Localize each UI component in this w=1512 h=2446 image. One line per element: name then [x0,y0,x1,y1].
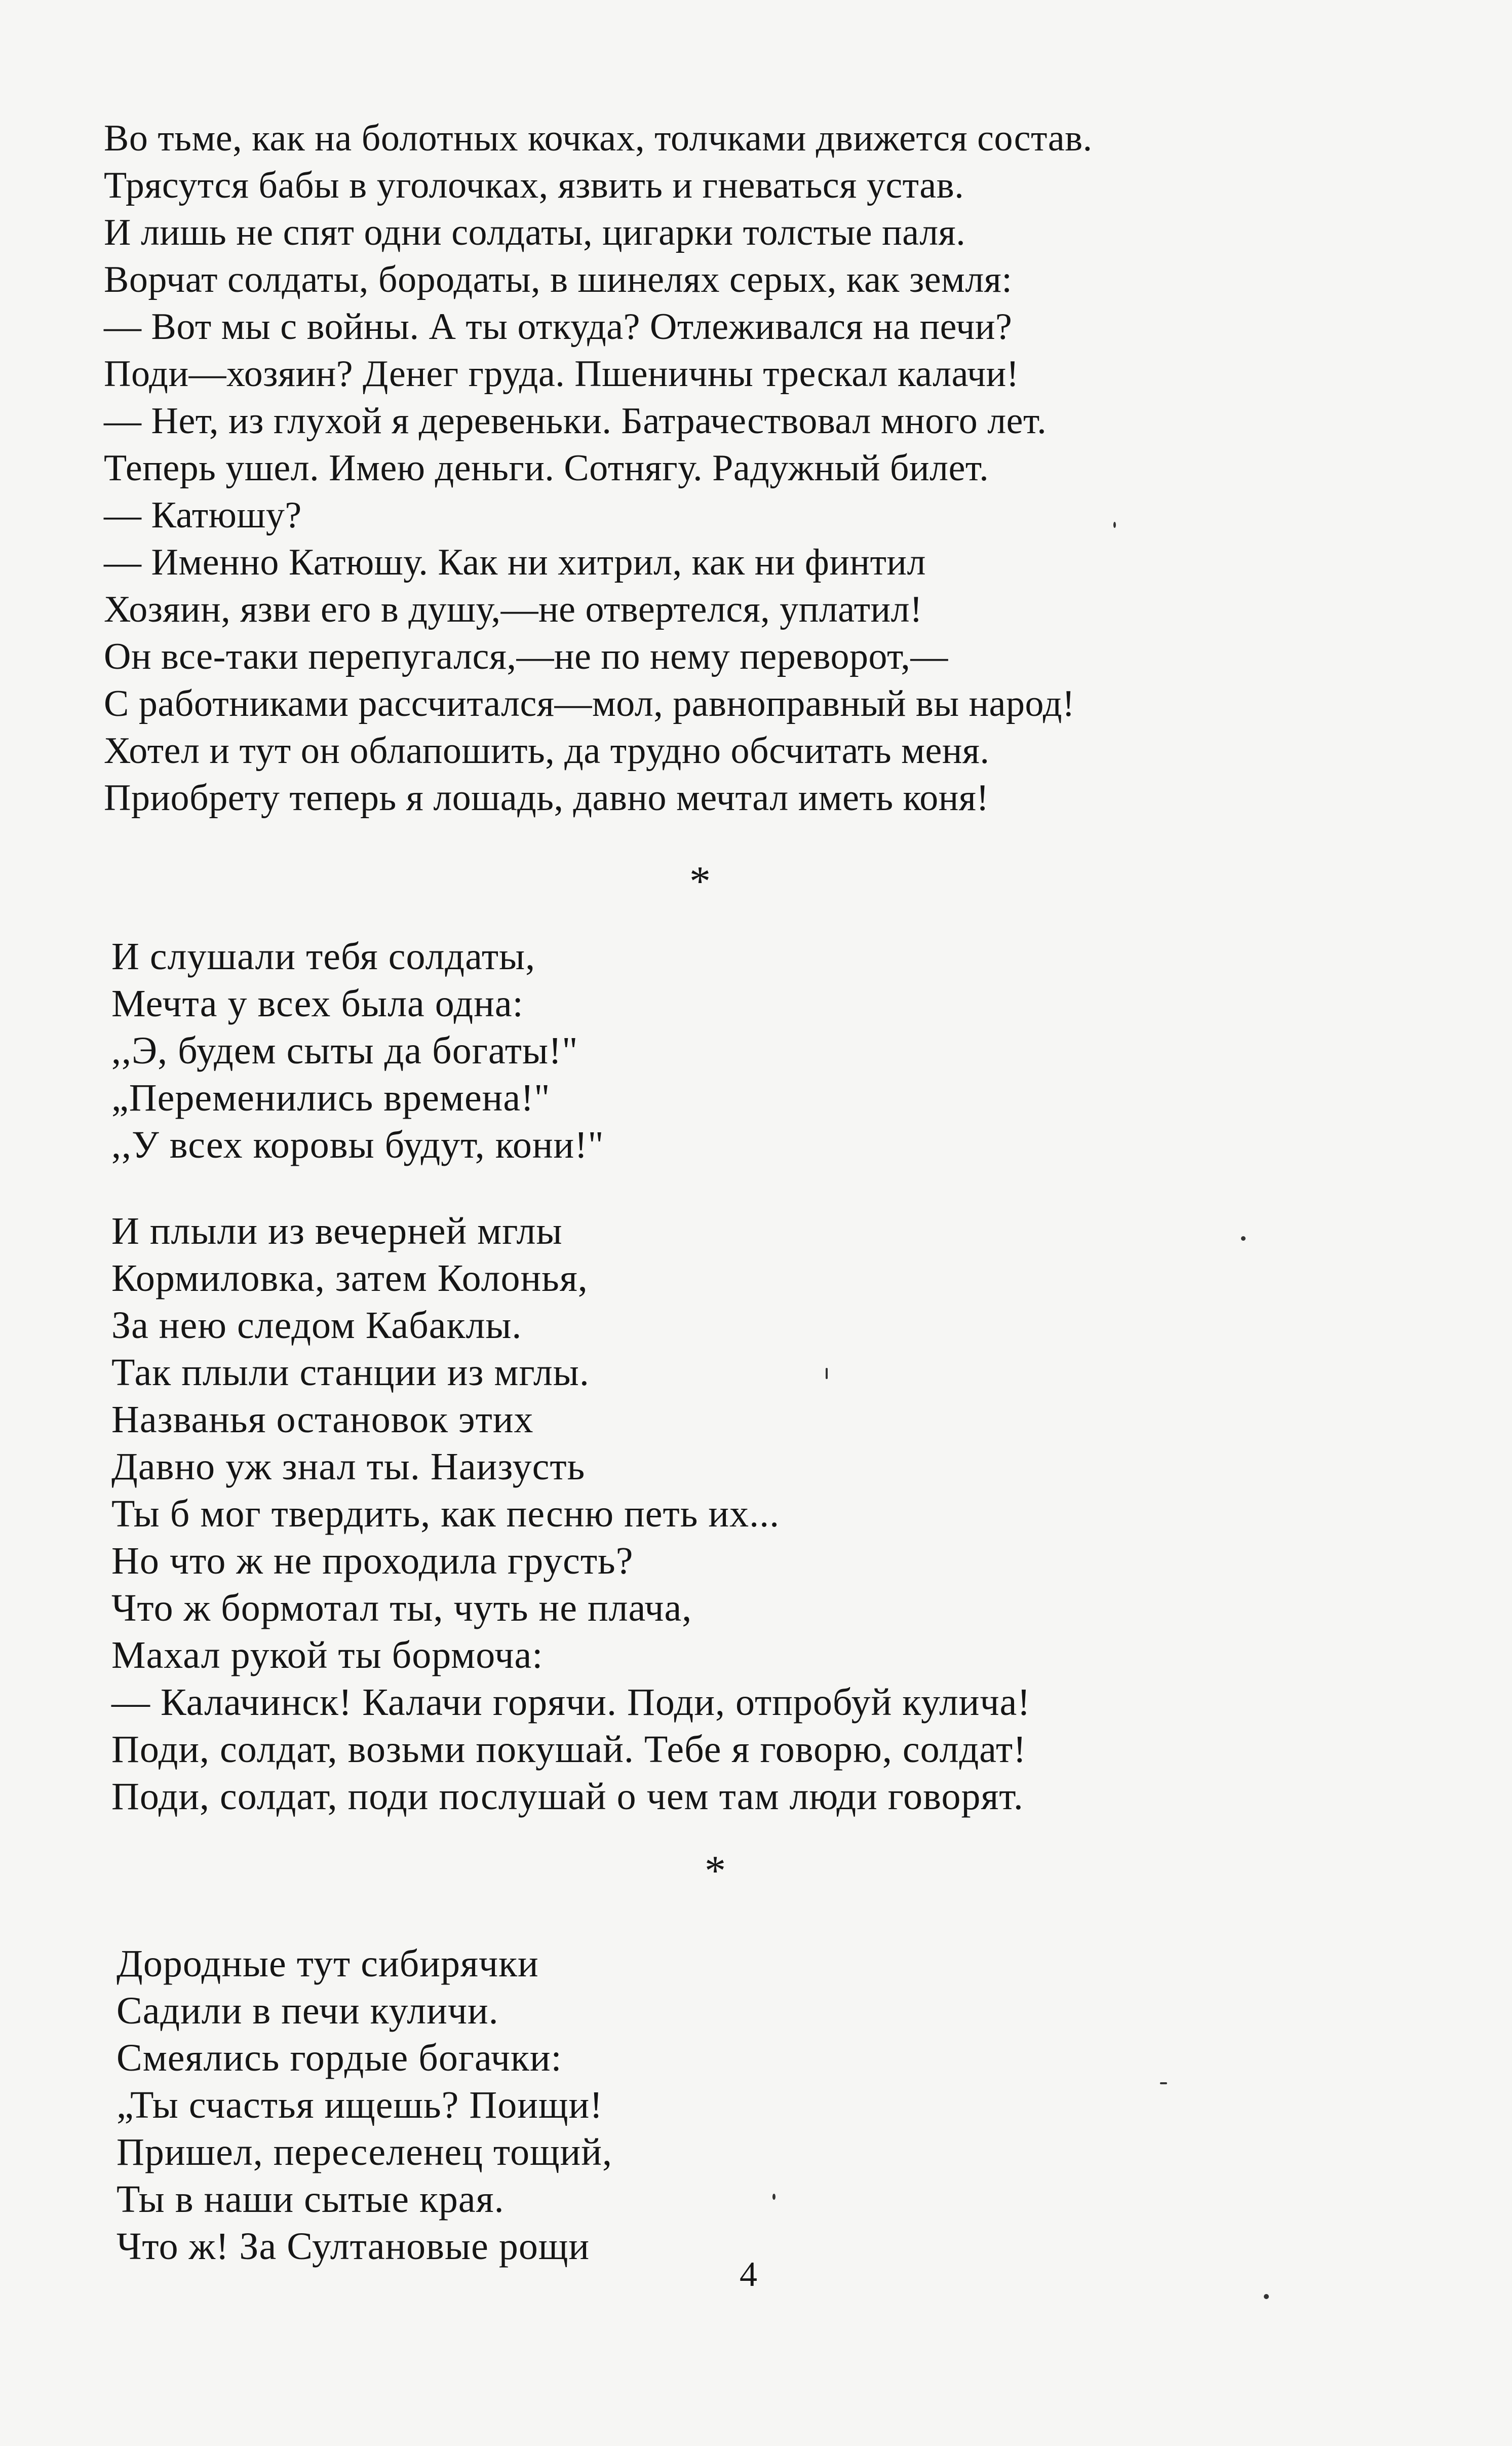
verse-line: Так плыли станции из мглы. [111,1351,590,1394]
verse-line: Поди—хозяин? Денег груда. Пшеничны трескал калачи! [104,353,1019,395]
verse-line: ,,У всех коровы будут, кони!" [111,1124,604,1166]
section-separator: * [705,1847,726,1894]
verse-line: Дородные тут сибирячки [117,1942,539,1985]
verse-line: Приобрету теперь я лошадь, давно мечтал иметь коня! [104,777,989,819]
verse-line: Что ж бормотал ты, чуть не плача, [111,1587,692,1629]
scan-speck [1160,2082,1167,2084]
verse-line: Названья остановок этих [111,1398,534,1441]
verse-line: И плыли из вечерней мглы [111,1210,563,1252]
verse-line: — Калачинск! Калачи горячи. Поди, отпробуй кулича! [111,1681,1031,1724]
verse-line: И слушали тебя солдаты, [111,935,536,978]
page-number: 4 [740,2255,757,2294]
verse-line: Пришел, переселенец тощий, [117,2131,612,2173]
scan-speck [1264,2294,1269,2299]
section-separator: * [689,858,711,905]
verse-line: Поди, солдат, возьми покушай. Тебе я говорю, солдат! [111,1728,1027,1771]
verse-line: Но что ж не проходила грусть? [111,1540,634,1582]
verse-line: Что ж! За Султановые рощи [117,2225,590,2268]
verse-line: Кормиловка, затем Колонья, [111,1257,588,1300]
verse-line: Ты б мог твердить, как песню петь их... [111,1493,780,1535]
verse-line: Махал рукой ты бормоча: [111,1634,544,1676]
verse-line: С работниками рассчитался—мол, равноправный вы народ! [104,683,1075,724]
verse-line: — Нет, из глухой я деревеньки. Батрачествовал много лет. [104,400,1047,442]
verse-line: Давно уж знал ты. Наизусть [111,1445,586,1488]
verse-line: Хозяин, язви его в душу,—не отвертелся, уплатил! [104,589,923,630]
verse-line: — Вот мы с войны. А ты откуда? Отлеживался на печи? [104,306,1013,348]
verse-line: Во тьме, как на болотных кочках, толчками движется состав. [104,118,1093,159]
verse-line: Он все-таки перепугался,—не по нему переворот,— [104,636,948,677]
stanza-1 [104,115,1492,822]
stanza-3 [111,1208,1499,1820]
stanza-4 [117,1940,1504,2270]
verse-line: Ты в наши сытые края. [117,2178,505,2221]
verse-line: Трясутся бабы в уголочках, язвить и гневаться устав. [104,165,964,206]
verse-line: Ворчат солдаты, бородаты, в шинелях серых, как земля: [104,259,1013,300]
scan-speck [772,2194,776,2200]
verse-line: „Переменились времена!" [111,1077,551,1119]
verse-line: И лишь не спят одни солдаты, цигарки толстые паля. [104,212,966,253]
verse-line: Смеялись гордые богачки: [117,2037,562,2079]
verse-line: Поди, солдат, поди послушай о чем там люди говорят. [111,1775,1024,1818]
scan-speck [1241,1236,1246,1241]
verse-line: „Ты счастья ищешь? Поищи! [117,2084,603,2126]
verse-line: — Именно Катюшу. Как ни хитрил, как ни финтил [104,542,926,583]
scan-speck [826,1368,828,1379]
verse-line: Мечта у всех была одна: [111,982,524,1025]
verse-line: ,,Э, будем сыты да богаты!" [111,1029,578,1072]
verse-line: Теперь ушел. Имею деньги. Сотнягу. Радужный билет. [104,447,989,489]
verse-line: — Катюшу? [104,494,302,536]
verse-line: За нею следом Кабаклы. [111,1304,522,1347]
stanza-2 [111,933,1499,1169]
verse-line: Хотел и тут он облапошить, да трудно обсчитать меня. [104,730,990,772]
verse-line: Садили в печи куличи. [117,1990,499,2032]
scan-speck [1113,522,1116,528]
